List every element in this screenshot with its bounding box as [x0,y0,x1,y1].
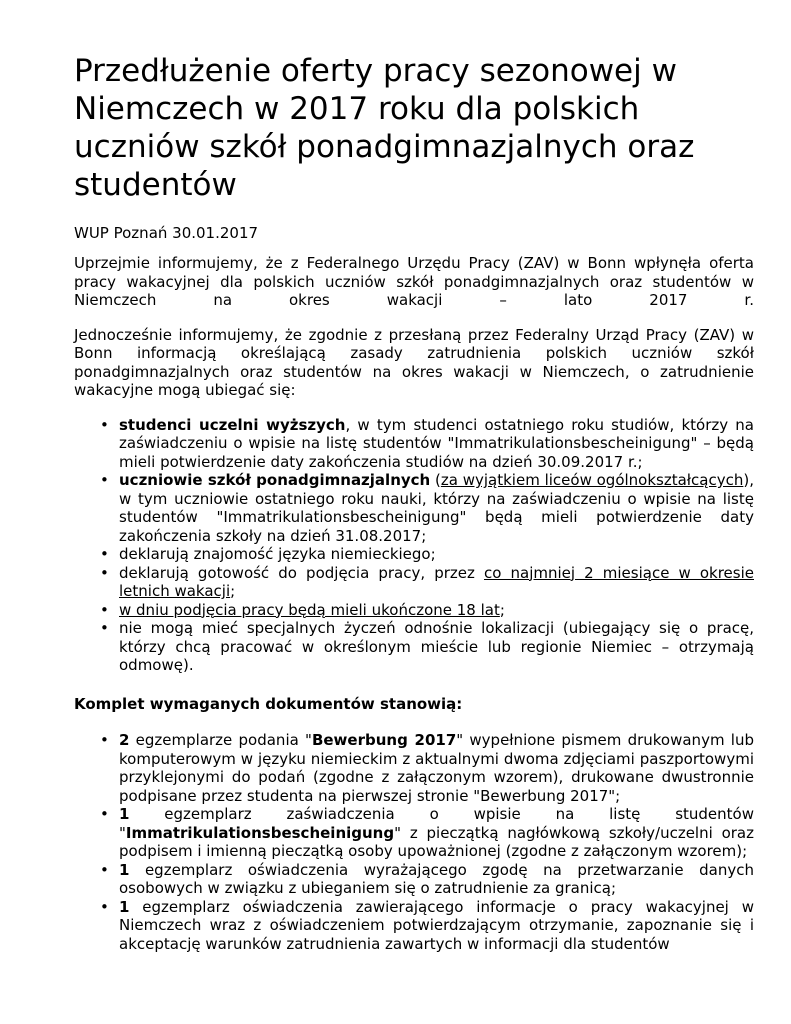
document-count: 1 [119,805,130,823]
document-count: 1 [119,860,130,879]
bullet-icon: • [100,860,109,879]
list-item-text: ; [499,600,505,619]
list-item-bold: Immatrikulationsbescheinigung [125,823,395,842]
list-item-text: ( [430,471,441,489]
list-item-bold: Bewerbung 2017 [311,731,457,749]
list-item [100,731,754,805]
bullet-icon: • [100,471,109,489]
bullet-icon: • [100,897,109,916]
list-item-text: ), w tym uczniowie ostatniego roku nauki, którzy na zaświadczeniu o wpisie na listę studentów "Immatrikulationsbescheinigung" będą mieli potwierdzenie daty zakończenia szkoły na dzień 31.08.2017; [119,471,754,545]
list-item [100,897,754,954]
list-item-text: " z pieczątką nagłówkową szkoły/uczelni oraz podpisem i imienną pieczątką osoby upoważnionej (zgodne z załączonym wzorem); [119,823,754,860]
list-item-text: " wypełnione pismem drukowanym lub komputerowym w języku niemieckim z aktualnymi dwoma zdjęciami paszportowymi przyklejonymi do podań (zgodne z załączonym wzorem), drukowane dwustronnie podpisane przez studenta na pierwszej stronie "Bewerbung 2017"; [119,731,754,805]
list-item-bold: studenci uczelni wyższych [119,415,346,434]
list-item-underlined: w dniu podjęcia pracy będą mieli ukończone 18 lat [119,600,500,619]
list-item [100,471,754,545]
eligibility-intro-paragraph: Jednocześnie informujemy, że zgodnie z przesłaną przez Federalny Urząd Pracy (ZAV) w Bonn informacją określającą zasady zatrudnienia polskich uczniów szkół ponadgimnazjalnych oraz studentów na okres wakacji w Niemczech, o zatrudnienie wakacyjne mogą ubiegać się: [74,325,754,399]
bullet-icon: • [100,619,109,637]
bullet-icon: • [100,415,109,434]
list-item [100,805,754,861]
intro-paragraph: Uprzejmie informujemy, że z Federalnego Urzędu Pracy (ZAV) w Bonn wpłynęła oferta pracy wakacyjnej dla polskich uczniów szkół ponadgimnazjalnych oraz studentów w Niemczech na okres wakacji – lato 2017 r. [74,254,754,309]
bullet-icon: • [100,600,109,619]
list-item [100,600,754,620]
list-item [100,563,754,601]
bullet-icon: • [100,563,109,582]
documents-list [74,731,754,953]
list-item [100,860,754,898]
list-item-text: deklarują gotowość do podjęcia pracy, przez [119,563,484,582]
page-title: Przedłużenie oferty pracy sezonowej w Niemczech w 2017 roku dla polskich uczniów szkół ponadgimnazjalnych oraz studentów [74,53,695,203]
eligibility-list [74,416,754,675]
list-item-text: egzemplarze podania " [129,731,312,749]
document-count: 1 [119,897,130,916]
list-item [100,545,754,564]
document-page [74,52,754,953]
list-item [100,619,754,675]
list-item-text: , w tym studenci ostatniego roku studiów, którzy na zaświadczeniu o wpisie na listę studentów "Immatrikulationsbescheinigung" – będą mieli potwierdzenie daty zakończenia studiów na dzień 30.09.2017 r.; [119,415,754,471]
list-item-text: egzemplarz zaświadczenia o wpisie na listę studentów " [119,805,754,842]
list-item-underlined: co najmniej 2 miesiące w okresie letnich wakacji [119,563,754,600]
list-item-text: ; [230,582,236,600]
list-item-text: egzemplarz oświadczenia wyrażającego zgodę na przetwarzanie danych osobowych w związku z ubieganiem się o zatrudnienie za granicą; [119,860,754,897]
list-item-text: deklarują znajomość języka niemieckiego; [119,545,436,563]
list-item-bold: uczniowie szkół ponadgimnazjalnych [119,471,431,489]
list-item-text: nie mogą mieć specjalnych życzeń odnośnie lokalizacji (ubiegający się o pracę, którzy chcą pracować w określonym mieście lub regionie Niemiec – otrzymają odmowę). [119,619,754,674]
documents-heading: Komplet wymaganych dokumentów stanowią: [74,694,463,713]
source-date-line: WUP Poznań 30.01.2017 [74,224,259,242]
bullet-icon: • [100,731,109,749]
list-item-text: egzemplarz oświadczenia zawierającego informacje o pracy wakacyjnej w Niemczech wraz z oświadczeniem potwierdzającym otrzymanie, zapoznanie się i akceptację warunków zatrudnienia zawartych w informacji dla studentów [119,897,754,953]
list-item [100,415,754,472]
list-item-underlined: za wyjątkiem liceów ogólnokształcących [440,471,744,489]
bullet-icon: • [100,805,109,823]
bullet-icon: • [100,545,109,563]
document-count: 2 [119,731,130,749]
